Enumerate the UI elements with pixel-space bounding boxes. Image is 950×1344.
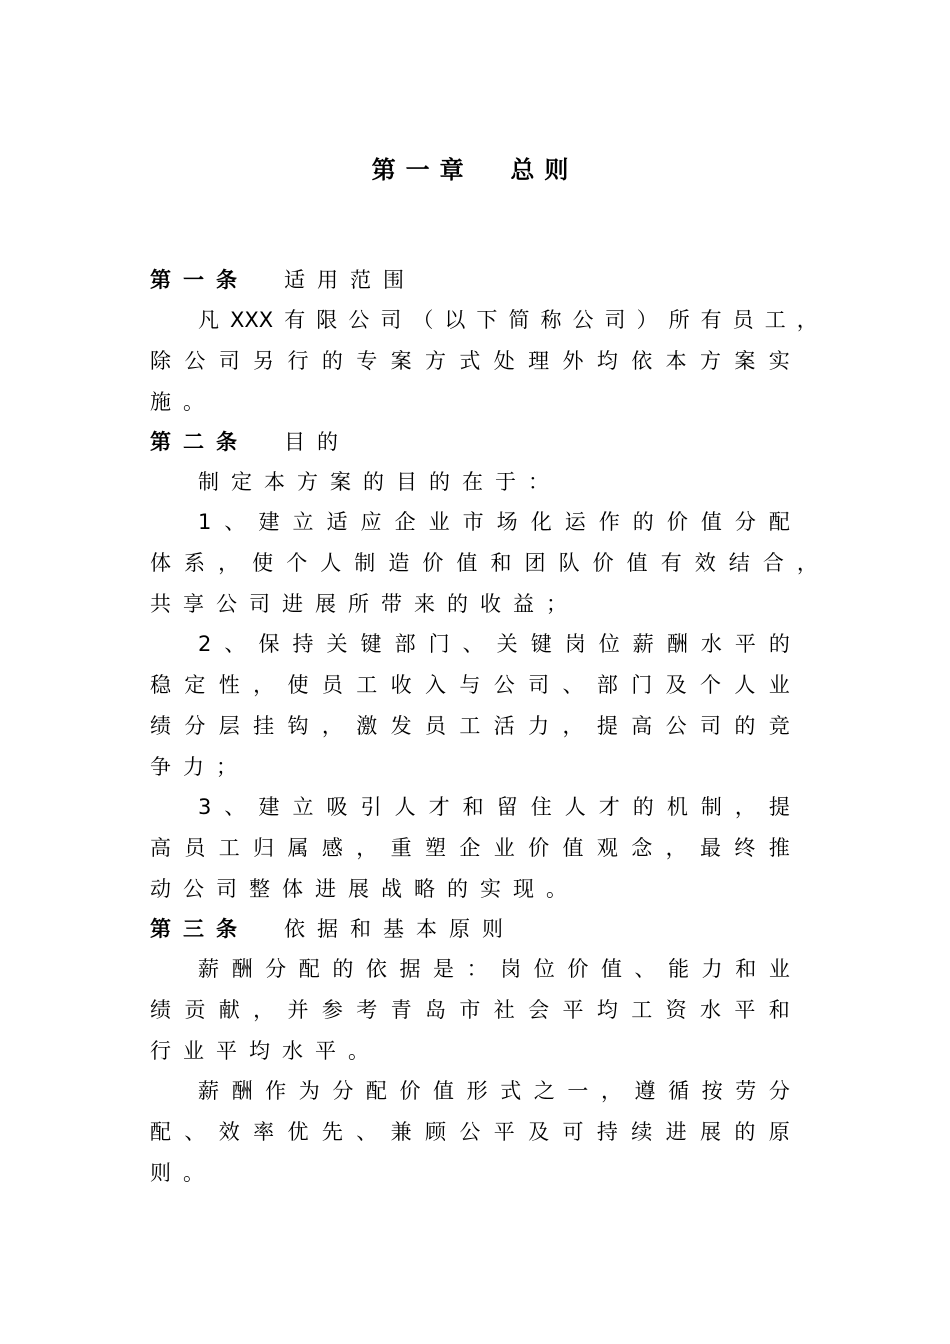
text-glyph: 有 bbox=[700, 308, 722, 332]
paragraph-line bbox=[198, 787, 790, 827]
paragraph-line: 共享公司进展所带来的收益； bbox=[150, 592, 579, 616]
text-glyph: 留 bbox=[496, 795, 518, 819]
text-glyph: ， bbox=[600, 1079, 622, 1103]
text-glyph: 司 bbox=[218, 349, 240, 373]
text-glyph: 个 bbox=[286, 551, 308, 575]
text-glyph: 入 bbox=[425, 673, 446, 697]
text-glyph: 市 bbox=[462, 510, 484, 534]
text-glyph: 重 bbox=[390, 836, 412, 860]
text-glyph: 形 bbox=[466, 1079, 488, 1103]
text-glyph: 造 bbox=[388, 551, 410, 575]
text-glyph: 及 bbox=[665, 673, 687, 697]
text-glyph: （ bbox=[412, 308, 434, 332]
text-glyph: 分 bbox=[265, 957, 287, 981]
text-glyph: 价 bbox=[592, 551, 614, 575]
text-glyph: 化 bbox=[530, 510, 552, 534]
text-glyph: 专 bbox=[356, 349, 378, 373]
text-glyph: 最 bbox=[700, 836, 721, 860]
text-glyph: 按 bbox=[701, 1079, 723, 1103]
article-title: 目的 bbox=[284, 430, 350, 454]
text-glyph: 会 bbox=[528, 998, 550, 1022]
text-glyph: 青 bbox=[390, 998, 412, 1022]
text-glyph: 住 bbox=[530, 795, 552, 819]
text-glyph: 平 bbox=[562, 998, 584, 1022]
text-glyph: 是 bbox=[433, 957, 455, 981]
text-glyph: 、 bbox=[224, 632, 246, 656]
text-glyph: 依 bbox=[365, 957, 387, 981]
paragraph-line: 行业平均水平。 bbox=[150, 1039, 381, 1063]
text-glyph: 方 bbox=[425, 349, 446, 373]
text-glyph: 下 bbox=[476, 308, 498, 332]
text-glyph: 和 bbox=[462, 795, 484, 819]
text-glyph: 均 bbox=[596, 349, 618, 373]
text-glyph: 公 bbox=[348, 308, 370, 332]
text-glyph: 岗 bbox=[564, 632, 586, 656]
paragraph-line bbox=[150, 543, 818, 583]
text-glyph: 业 bbox=[768, 957, 790, 981]
text-glyph: 的 bbox=[734, 714, 756, 738]
text-glyph: 业 bbox=[768, 673, 790, 697]
text-glyph: 层 bbox=[218, 714, 240, 738]
text-glyph: 、 bbox=[462, 632, 484, 656]
text-glyph: 团 bbox=[524, 551, 546, 575]
text-glyph: 实 bbox=[768, 349, 790, 373]
paragraph-line bbox=[150, 1112, 790, 1152]
text-glyph: 系 bbox=[184, 551, 206, 575]
text-glyph: 活 bbox=[493, 714, 515, 738]
text-glyph: 立 bbox=[292, 795, 314, 819]
text-glyph: 高 bbox=[631, 714, 653, 738]
paragraph-line bbox=[150, 341, 790, 381]
text-glyph: 发 bbox=[390, 714, 412, 738]
text-glyph: 业 bbox=[493, 836, 515, 860]
text-glyph: 优 bbox=[287, 1120, 309, 1144]
text-glyph: 限 bbox=[316, 308, 338, 332]
text-glyph: 和 bbox=[735, 957, 757, 981]
text-glyph: 外 bbox=[562, 349, 584, 373]
text-glyph: 原 bbox=[768, 1120, 790, 1144]
text-glyph: 员 bbox=[425, 714, 446, 738]
text-glyph: 门 bbox=[631, 673, 653, 697]
text-glyph: 行 bbox=[287, 349, 309, 373]
text-glyph: 竞 bbox=[768, 714, 790, 738]
text-glyph: ， bbox=[734, 795, 756, 819]
text-glyph: ， bbox=[253, 673, 275, 697]
paragraph-line: 则。 bbox=[150, 1161, 216, 1185]
text-glyph: 分 bbox=[768, 1079, 790, 1103]
text-glyph: 水 bbox=[700, 998, 721, 1022]
paragraph-line bbox=[198, 949, 790, 989]
text-glyph: 2 bbox=[198, 632, 212, 656]
text-glyph: 凡 bbox=[198, 308, 219, 332]
text-glyph: 社 bbox=[493, 998, 515, 1022]
text-glyph: 续 bbox=[631, 1120, 653, 1144]
text-glyph: 工 bbox=[459, 714, 481, 738]
text-glyph: 简 bbox=[508, 308, 530, 332]
text-glyph: 队 bbox=[558, 551, 580, 575]
text-glyph: 工 bbox=[356, 673, 378, 697]
text-glyph: 价 bbox=[422, 551, 444, 575]
text-glyph: 绩 bbox=[150, 714, 171, 738]
text-glyph: 运 bbox=[564, 510, 586, 534]
text-glyph: 公 bbox=[665, 714, 687, 738]
text-glyph: 力 bbox=[701, 957, 723, 981]
text-glyph: 岗 bbox=[500, 957, 522, 981]
text-glyph: 配 bbox=[768, 510, 790, 534]
article-heading bbox=[150, 260, 416, 300]
text-glyph: 另 bbox=[253, 349, 275, 373]
text-glyph: 水 bbox=[700, 632, 722, 656]
text-glyph: 先 bbox=[321, 1120, 343, 1144]
text-glyph: 薪 bbox=[198, 1079, 219, 1103]
paragraph-line bbox=[150, 828, 790, 868]
text-glyph: 个 bbox=[700, 673, 721, 697]
paragraph-line: 施。 bbox=[150, 390, 216, 414]
text-glyph: 员 bbox=[184, 836, 206, 860]
text-glyph: 公 bbox=[459, 1120, 481, 1144]
text-glyph: 和 bbox=[490, 551, 512, 575]
text-glyph: 企 bbox=[459, 836, 481, 860]
text-glyph: 酬 bbox=[666, 632, 688, 656]
text-glyph: 工 bbox=[631, 998, 653, 1022]
text-glyph: 平 bbox=[734, 998, 756, 1022]
text-glyph: 推 bbox=[768, 836, 790, 860]
article-title: 依据和基本原则 bbox=[284, 917, 515, 941]
paragraph-line: 动公司整体进展战略的实现。 bbox=[150, 877, 579, 901]
text-glyph: ， bbox=[796, 308, 818, 332]
paragraph-line: 制定本方案的目的在于： bbox=[198, 470, 561, 494]
text-glyph: 配 bbox=[298, 957, 320, 981]
text-glyph: 性 bbox=[218, 673, 240, 697]
article-heading bbox=[150, 909, 515, 949]
text-glyph: XXX bbox=[230, 308, 274, 332]
text-glyph: 之 bbox=[533, 1079, 555, 1103]
text-glyph: 的 bbox=[734, 1120, 756, 1144]
text-glyph: ， bbox=[796, 551, 818, 575]
text-glyph: 式 bbox=[500, 1079, 522, 1103]
text-glyph: 人 bbox=[734, 673, 756, 697]
text-glyph: 所 bbox=[668, 308, 690, 332]
text-glyph: 价 bbox=[567, 957, 589, 981]
text-glyph: 稳 bbox=[150, 673, 171, 697]
text-glyph: 员 bbox=[321, 673, 343, 697]
text-glyph: 酬 bbox=[231, 957, 253, 981]
text-glyph: 酬 bbox=[231, 1079, 253, 1103]
text-glyph: 考 bbox=[356, 998, 378, 1022]
text-glyph: ） bbox=[636, 308, 658, 332]
text-glyph: 值 bbox=[600, 957, 622, 981]
text-glyph: 高 bbox=[150, 836, 171, 860]
text-glyph: 塑 bbox=[425, 836, 446, 860]
text-glyph: 持 bbox=[292, 632, 314, 656]
text-glyph: 工 bbox=[764, 308, 786, 332]
text-glyph: 案 bbox=[390, 349, 412, 373]
article-number: 第一条 bbox=[150, 268, 249, 292]
article-heading bbox=[150, 422, 350, 462]
paragraph-line: 争力； bbox=[150, 755, 249, 779]
text-glyph: 体 bbox=[150, 551, 171, 575]
text-glyph: 门 bbox=[428, 632, 450, 656]
text-glyph: 薪 bbox=[198, 957, 219, 981]
text-glyph: 资 bbox=[665, 998, 687, 1022]
text-glyph: 价 bbox=[399, 1079, 421, 1103]
text-glyph: 除 bbox=[150, 349, 171, 373]
text-glyph: 提 bbox=[768, 795, 790, 819]
text-glyph: 的 bbox=[632, 510, 654, 534]
text-glyph: 方 bbox=[700, 349, 721, 373]
text-glyph: 本 bbox=[665, 349, 687, 373]
text-glyph: 位 bbox=[598, 632, 620, 656]
text-glyph: 定 bbox=[184, 673, 206, 697]
text-glyph: 结 bbox=[728, 551, 750, 575]
text-glyph: ， bbox=[253, 998, 275, 1022]
text-glyph: 、 bbox=[224, 510, 246, 534]
text-glyph: 循 bbox=[668, 1079, 690, 1103]
text-glyph: 值 bbox=[626, 551, 648, 575]
text-glyph: 据 bbox=[399, 957, 421, 981]
text-glyph: 公 bbox=[572, 308, 594, 332]
text-glyph: 均 bbox=[596, 998, 618, 1022]
text-glyph: 分 bbox=[734, 510, 756, 534]
text-glyph: 式 bbox=[459, 349, 481, 373]
text-glyph: 司 bbox=[700, 714, 721, 738]
text-glyph: 员 bbox=[732, 308, 754, 332]
text-glyph: 的 bbox=[632, 795, 654, 819]
text-glyph: 岛 bbox=[425, 998, 446, 1022]
text-glyph: 平 bbox=[493, 1120, 515, 1144]
text-glyph: 值 bbox=[433, 1079, 455, 1103]
text-glyph: ， bbox=[665, 836, 687, 860]
text-glyph: 及 bbox=[528, 1120, 550, 1144]
text-glyph: 、 bbox=[634, 957, 656, 981]
text-glyph: 、 bbox=[562, 673, 584, 697]
paragraph-line bbox=[150, 706, 790, 746]
text-glyph: 献 bbox=[218, 998, 240, 1022]
text-glyph: 参 bbox=[321, 998, 343, 1022]
text-glyph: 价 bbox=[528, 836, 550, 860]
text-glyph: 贡 bbox=[184, 998, 206, 1022]
text-glyph: 引 bbox=[360, 795, 382, 819]
text-glyph: 值 bbox=[562, 836, 584, 860]
text-glyph: 一 bbox=[567, 1079, 589, 1103]
paragraph-line bbox=[198, 502, 790, 542]
text-glyph: 分 bbox=[332, 1079, 354, 1103]
text-glyph: 司 bbox=[380, 308, 402, 332]
text-glyph: 的 bbox=[768, 632, 790, 656]
text-glyph: 钩 bbox=[287, 714, 309, 738]
text-glyph: 持 bbox=[596, 1120, 618, 1144]
paragraph-line bbox=[198, 624, 790, 664]
text-glyph: 键 bbox=[360, 632, 382, 656]
paragraph-line bbox=[198, 300, 818, 340]
text-glyph: 属 bbox=[287, 836, 309, 860]
text-glyph: 使 bbox=[252, 551, 274, 575]
text-glyph: 保 bbox=[258, 632, 280, 656]
text-glyph: 绩 bbox=[150, 998, 171, 1022]
text-glyph: 展 bbox=[700, 1120, 721, 1144]
text-glyph: 的 bbox=[332, 957, 354, 981]
text-glyph: 关 bbox=[496, 632, 518, 656]
text-glyph: 3 bbox=[198, 795, 212, 819]
text-glyph: 价 bbox=[666, 510, 688, 534]
text-glyph: 公 bbox=[184, 349, 206, 373]
text-glyph: 值 bbox=[456, 551, 478, 575]
text-glyph: 制 bbox=[354, 551, 376, 575]
text-glyph: 、 bbox=[224, 795, 246, 819]
text-glyph: 人 bbox=[320, 551, 342, 575]
text-glyph: 案 bbox=[734, 349, 756, 373]
text-glyph: 机 bbox=[666, 795, 688, 819]
text-glyph: ， bbox=[562, 714, 584, 738]
text-glyph: 兼 bbox=[390, 1120, 412, 1144]
text-glyph: 、 bbox=[356, 1120, 378, 1144]
text-glyph: 并 bbox=[287, 998, 309, 1022]
paragraph-line bbox=[150, 990, 790, 1030]
text-glyph: 司 bbox=[604, 308, 626, 332]
text-glyph: 才 bbox=[598, 795, 620, 819]
text-glyph: ， bbox=[321, 714, 343, 738]
text-glyph: 键 bbox=[530, 632, 552, 656]
text-glyph: 感 bbox=[321, 836, 343, 860]
text-glyph: 为 bbox=[298, 1079, 320, 1103]
text-glyph: ， bbox=[218, 551, 240, 575]
text-glyph: 立 bbox=[292, 510, 314, 534]
chapter-title: 第一章 总则 bbox=[371, 156, 579, 184]
text-glyph: 顾 bbox=[425, 1120, 446, 1144]
text-glyph: 吸 bbox=[326, 795, 348, 819]
text-glyph: 念 bbox=[631, 836, 653, 860]
text-glyph: 遵 bbox=[634, 1079, 656, 1103]
text-glyph: 建 bbox=[258, 510, 280, 534]
article-title: 适用范围 bbox=[284, 268, 416, 292]
text-glyph: 薪 bbox=[632, 632, 654, 656]
text-glyph: 场 bbox=[496, 510, 518, 534]
text-glyph: 劳 bbox=[735, 1079, 757, 1103]
text-glyph: 收 bbox=[390, 673, 412, 697]
text-glyph: 率 bbox=[253, 1120, 275, 1144]
text-glyph: 人 bbox=[564, 795, 586, 819]
text-glyph: 才 bbox=[428, 795, 450, 819]
text-glyph: 位 bbox=[533, 957, 555, 981]
text-glyph: 归 bbox=[253, 836, 275, 860]
text-glyph: 力 bbox=[528, 714, 550, 738]
text-glyph: 关 bbox=[326, 632, 348, 656]
text-glyph: 部 bbox=[596, 673, 618, 697]
text-glyph: 提 bbox=[596, 714, 618, 738]
text-glyph: 市 bbox=[459, 998, 481, 1022]
text-glyph: 效 bbox=[218, 1120, 240, 1144]
text-glyph: 依 bbox=[631, 349, 653, 373]
text-glyph: 配 bbox=[150, 1120, 171, 1144]
text-glyph: 终 bbox=[734, 836, 756, 860]
text-glyph: 作 bbox=[598, 510, 620, 534]
article-number: 第三条 bbox=[150, 917, 249, 941]
text-glyph: 进 bbox=[665, 1120, 687, 1144]
text-glyph: 分 bbox=[184, 714, 206, 738]
text-glyph: 处 bbox=[493, 349, 515, 373]
text-glyph: 称 bbox=[540, 308, 562, 332]
text-glyph: 业 bbox=[428, 510, 450, 534]
text-glyph: 可 bbox=[562, 1120, 584, 1144]
text-glyph: 工 bbox=[218, 836, 240, 860]
text-glyph: ， bbox=[356, 836, 378, 860]
text-glyph: 适 bbox=[326, 510, 348, 534]
text-glyph: 使 bbox=[287, 673, 309, 697]
text-glyph: 与 bbox=[459, 673, 481, 697]
text-glyph: 应 bbox=[360, 510, 382, 534]
text-glyph: 作 bbox=[265, 1079, 287, 1103]
text-glyph: 部 bbox=[394, 632, 416, 656]
text-glyph: 建 bbox=[258, 795, 280, 819]
text-glyph: 挂 bbox=[253, 714, 275, 738]
paragraph-line bbox=[198, 1071, 790, 1111]
text-glyph: 有 bbox=[284, 308, 306, 332]
text-glyph: 公 bbox=[493, 673, 515, 697]
text-glyph: 制 bbox=[700, 795, 722, 819]
text-glyph: 、 bbox=[184, 1120, 206, 1144]
text-glyph: 配 bbox=[365, 1079, 387, 1103]
text-glyph: 人 bbox=[394, 795, 416, 819]
text-glyph: 平 bbox=[734, 632, 756, 656]
text-glyph: ： bbox=[466, 957, 488, 981]
text-glyph: 以 bbox=[444, 308, 466, 332]
text-glyph: 的 bbox=[321, 349, 343, 373]
article-number: 第二条 bbox=[150, 430, 249, 454]
text-glyph: 有 bbox=[660, 551, 682, 575]
text-glyph: 司 bbox=[528, 673, 550, 697]
text-glyph: 能 bbox=[668, 957, 690, 981]
paragraph-line bbox=[150, 665, 790, 705]
text-glyph: 值 bbox=[700, 510, 722, 534]
text-glyph: 激 bbox=[356, 714, 378, 738]
text-glyph: 和 bbox=[768, 998, 790, 1022]
text-glyph: 1 bbox=[198, 510, 212, 534]
text-glyph: 企 bbox=[394, 510, 416, 534]
text-glyph: 观 bbox=[596, 836, 618, 860]
text-glyph: 理 bbox=[528, 349, 550, 373]
text-glyph: 效 bbox=[694, 551, 716, 575]
text-glyph: 合 bbox=[762, 551, 784, 575]
